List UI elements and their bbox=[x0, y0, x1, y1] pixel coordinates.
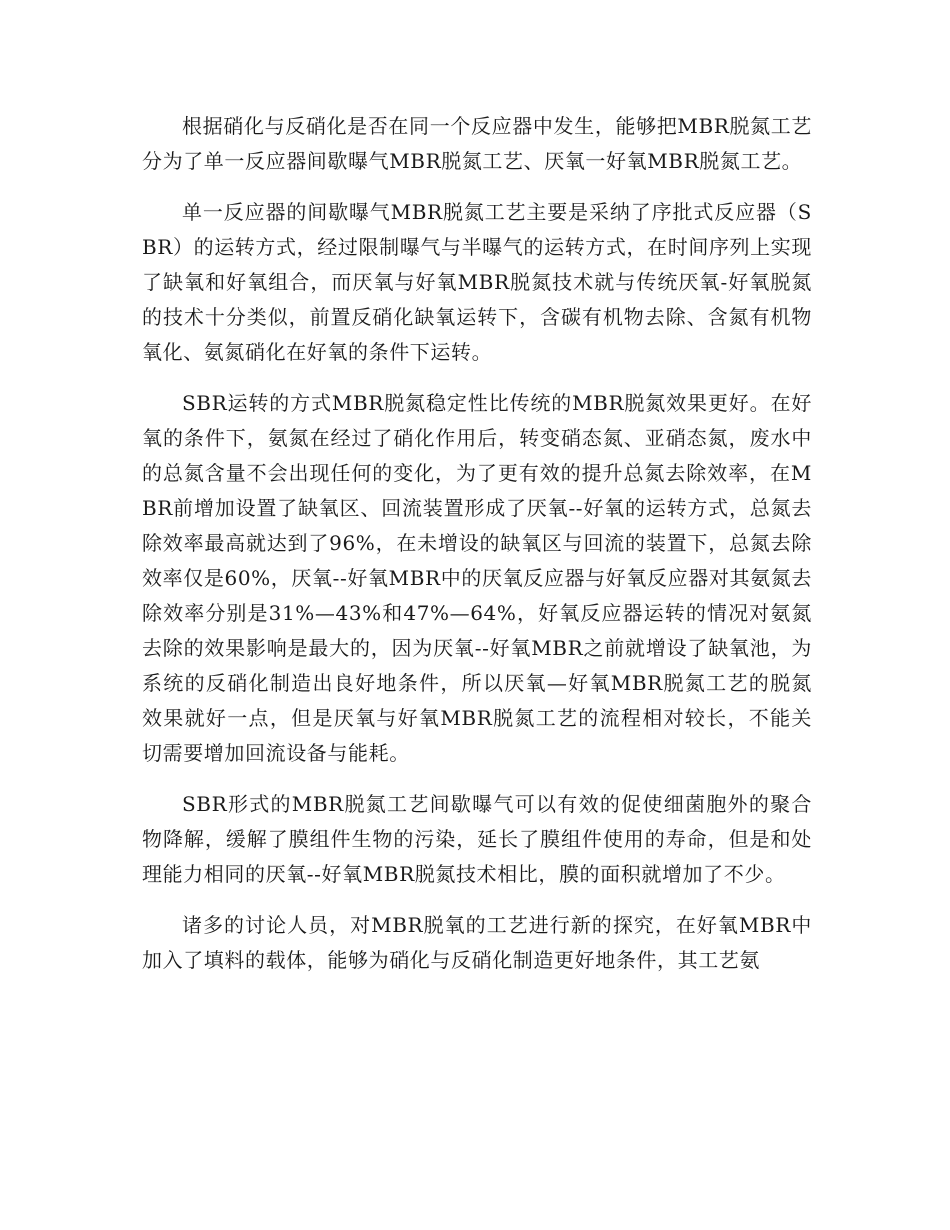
paragraph-2: 单一反应器的间歇曝气MBR脱氮工艺主要是采纳了序批式反应器（SBR）的运转方式，经过限制曝气与半曝气的运转方式，在时间序列上实现了缺氧和好氧组合，而厌氧与好氧MBR脱氮技术就与传统厌氧-好氧脱氮的技术十分类似，前置反硝化缺氧运转下，含碳有机物去除、含氮有机物氧化、氨氮硝化在好氧的条件下运转。 bbox=[142, 200, 812, 364]
paragraph-3: SBR运转的方式MBR脱氮稳定性比传统的MBR脱氮效果更好。在好氧的条件下，氨氮在经过了硝化作用后，转变硝态氮、亚硝态氮，废水中的总氮含量不会出现任何的变化，为了更有效的提升总氮去除效率，在MBR前增加设置了缺氧区、回流装置形成了厌氧--好氧的运转方式，总氮去除效率最高就达到了96%，在未增设的缺氧区与回流的装置下，总氮去除效率仅是60%，厌氧--好氧MBR中的厌氧反应器与好氧反应器对其氨氮去除效率分别是31%—43%和47%—64%，好氧反应器运转的情况对氨氮去除的效果影响是最大的，因为厌氧--好氧MBR之前就增设了缺氧池，为系统的反硝化制造出良好地条件，所以厌氧—好氧MBR脱氮工艺的脱氮效果就好一点，但是厌氧与好氧MBR脱氮工艺的流程相对较长，不能关切需要增加回流设备与能耗。 bbox=[142, 391, 812, 765]
document-body bbox=[142, 109, 812, 994]
paragraph-4: SBR形式的MBR脱氮工艺间歇曝气可以有效的促使细菌胞外的聚合物降解，缓解了膜组件生物的污染，延长了膜组件使用的寿命，但是和处理能力相同的厌氧--好氧MBR脱氮技术相比，膜的面积就增加了不少。 bbox=[142, 792, 812, 886]
paragraph-5: 诸多的讨论人员，对MBR脱氧的工艺进行新的探究，在好氧MBR中加入了填料的载体，能够为硝化与反硝化制造更好地条件，其工艺氨 bbox=[142, 913, 812, 972]
paragraph-1: 根据硝化与反硝化是否在同一个反应器中发生，能够把MBR脱氮工艺分为了单一反应器间歇曝气MBR脱氮工艺、厌氧一好氧MBR脱氮工艺。 bbox=[142, 114, 812, 173]
